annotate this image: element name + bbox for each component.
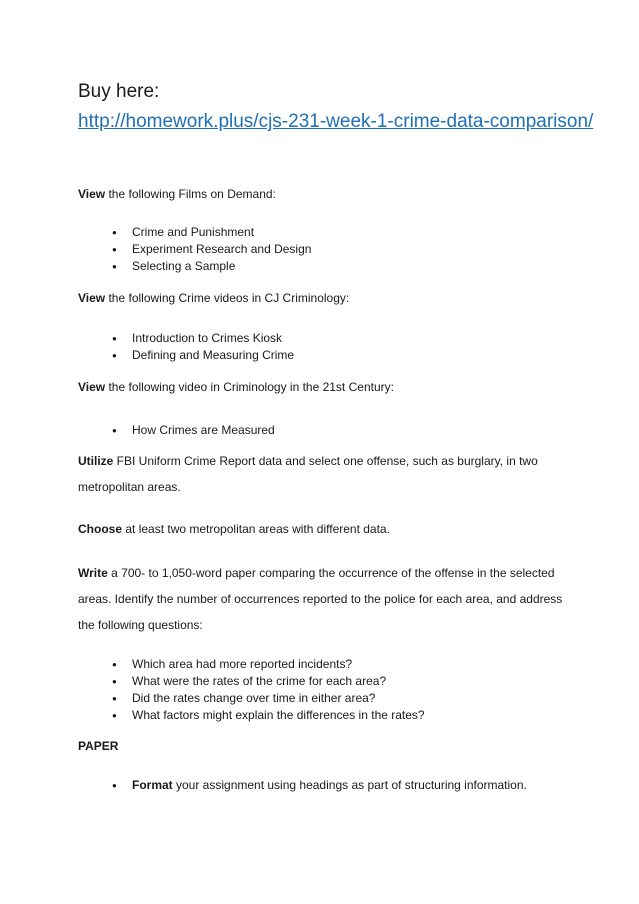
paper-list [78, 777, 578, 794]
list-item: ● Crime and Punishment [78, 224, 578, 241]
questions-list [78, 656, 578, 724]
list-item-text: your assignment using headings as part of structuring information. [172, 778, 527, 792]
films-list [78, 224, 578, 275]
intro-text: the following Films on Demand: [105, 187, 276, 201]
paper-heading: PAPER [78, 739, 119, 753]
video-list [78, 422, 578, 439]
list-item: ● Selecting a Sample [78, 258, 578, 275]
choose-keyword: Choose [78, 522, 123, 536]
purchase-link[interactable]: http://homework.plus/cjs-231-week-1-crime-data-comparison/ [78, 111, 594, 132]
intro-text: the following video in Criminology in the 21st Century: [105, 380, 394, 394]
cj-criminology-intro [78, 290, 568, 306]
list-item: ● Introduction to Crimes Kiosk [78, 330, 578, 347]
films-on-demand-intro [78, 186, 568, 202]
view-keyword: View [78, 380, 106, 394]
view-keyword: View [78, 291, 106, 305]
utilize-keyword: Utilize [78, 454, 114, 468]
list-item: ● What factors might explain the differences in the rates? [78, 707, 578, 724]
paragraph-text: at least two metropolitan areas with different data. [122, 522, 390, 536]
list-item [78, 777, 578, 794]
format-keyword: Format [132, 778, 173, 792]
list-item: ● How Crimes are Measured [78, 422, 578, 439]
paragraph-text: a 700- to 1,050-word paper comparing the occurrence of the offense in the selected areas. Identify the number of occurrences reported to the police for each area, and address the following questions: [78, 566, 563, 632]
list-item: ● What were the rates of the crime for each area? [78, 673, 578, 690]
choose-paragraph [78, 521, 568, 537]
list-item: ● Which area had more reported incidents? [78, 656, 578, 673]
utilize-paragraph [78, 448, 568, 500]
view-keyword: View [78, 187, 106, 201]
list-item: ● Defining and Measuring Crime [78, 347, 578, 364]
intro-text: the following Crime videos in CJ Criminology: [105, 291, 350, 305]
write-paragraph [78, 560, 568, 638]
list-item: ● Did the rates change over time in either area? [78, 690, 578, 707]
list-item: ● Experiment Research and Design [78, 241, 578, 258]
criminology-21st-intro [78, 379, 568, 395]
buy-here-label: Buy here: [78, 81, 160, 102]
paragraph-text: FBI Uniform Crime Report data and select one offense, such as burglary, in two metropolitan areas. [78, 454, 538, 494]
crime-videos-list [78, 330, 578, 364]
write-keyword: Write [78, 566, 108, 580]
